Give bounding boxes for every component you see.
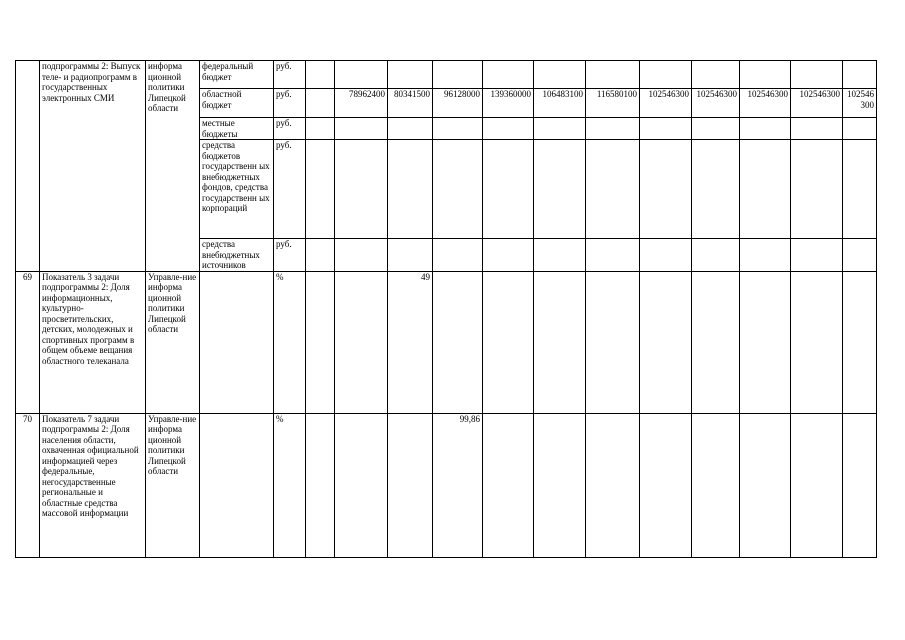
value-cell	[740, 118, 791, 140]
value-cell	[483, 61, 534, 89]
document-page	[15, 60, 877, 558]
unit-cell: %	[274, 413, 306, 557]
value-cell	[692, 118, 740, 140]
value-cell	[306, 413, 335, 557]
value-cell	[388, 413, 433, 557]
value-cell	[791, 140, 843, 239]
source-label: местные бюджеты	[200, 118, 274, 140]
unit-cell: руб.	[274, 239, 306, 272]
value-cell	[306, 89, 335, 118]
value-cell	[640, 140, 692, 239]
value-cell	[483, 413, 534, 557]
value-cell	[306, 271, 335, 413]
value-cell	[335, 271, 388, 413]
value-cell	[791, 239, 843, 272]
program-executor-cell: информа ционной политики Липецкой области	[146, 61, 200, 272]
value-cell	[433, 118, 483, 140]
value-cell	[483, 239, 534, 272]
value-cell	[586, 118, 640, 140]
value-cell	[388, 140, 433, 239]
source-row-federal	[16, 61, 877, 89]
value-cell	[433, 61, 483, 89]
indicator-row-69	[16, 271, 877, 413]
row-number-cell: 70	[16, 413, 40, 557]
value-cell	[692, 239, 740, 272]
value-cell	[483, 271, 534, 413]
value-cell	[740, 413, 791, 557]
value-cell	[791, 271, 843, 413]
value-cell	[335, 118, 388, 140]
source-label: средства бюджетов государственн ых внебюджетных фондов, средства государственн ых корпораций	[200, 140, 274, 239]
value-cell	[640, 271, 692, 413]
value-cell	[335, 413, 388, 557]
value-cell	[586, 140, 640, 239]
value-cell	[306, 239, 335, 272]
value-cell	[640, 239, 692, 272]
indicator-name-cell: Показатель 7 задачи подпрограммы 2: Доля населения области, охваченная официальной информацией через федеральные, негосударственные региональные и областные средства массовой информации	[40, 413, 146, 557]
value-cell	[534, 413, 586, 557]
value-cell	[534, 61, 586, 89]
unit-cell: руб.	[274, 118, 306, 140]
row-number-cell: 69	[16, 271, 40, 413]
indicator-row-70	[16, 413, 877, 557]
value-cell	[843, 239, 877, 272]
row-number-cell	[16, 61, 40, 272]
unit-cell: руб.	[274, 89, 306, 118]
value-cell	[388, 239, 433, 272]
unit-cell: руб.	[274, 61, 306, 89]
value-cell	[586, 239, 640, 272]
value-cell: 102546 300	[843, 89, 877, 118]
indicator-name-cell: Показатель 3 задачи подпрограммы 2: Доля информационных, культурно-просветительских, детских, молодежных и спортивных программ в общем объеме вещания областного телеканала	[40, 271, 146, 413]
value-cell	[640, 61, 692, 89]
value-cell: 78962400	[335, 89, 388, 118]
value-cell: 106483100	[534, 89, 586, 118]
value-cell	[740, 271, 791, 413]
value-cell	[843, 118, 877, 140]
value-cell: 116580100	[586, 89, 640, 118]
value-cell	[534, 118, 586, 140]
value-cell	[791, 61, 843, 89]
source-label: федеральный бюджет	[200, 61, 274, 89]
value-cell	[388, 118, 433, 140]
value-cell	[306, 140, 335, 239]
value-cell	[335, 61, 388, 89]
value-cell	[433, 271, 483, 413]
value-cell	[388, 61, 433, 89]
source-label	[200, 271, 274, 413]
source-label	[200, 413, 274, 557]
value-cell	[640, 413, 692, 557]
value-cell	[534, 239, 586, 272]
value-cell: 96128000	[433, 89, 483, 118]
value-cell: 139360000	[483, 89, 534, 118]
value-cell	[791, 413, 843, 557]
value-cell	[433, 140, 483, 239]
value-cell	[843, 61, 877, 89]
value-cell	[586, 413, 640, 557]
value-cell	[843, 271, 877, 413]
unit-cell: %	[274, 271, 306, 413]
value-cell: 102546300	[692, 89, 740, 118]
value-cell	[640, 118, 692, 140]
value-cell	[843, 140, 877, 239]
value-cell	[740, 239, 791, 272]
value-cell: 99,86	[433, 413, 483, 557]
value-cell	[433, 239, 483, 272]
value-cell	[791, 118, 843, 140]
value-cell	[586, 271, 640, 413]
value-cell	[692, 271, 740, 413]
value-cell	[335, 239, 388, 272]
source-label: областной бюджет	[200, 89, 274, 118]
program-table	[15, 60, 877, 558]
value-cell	[692, 61, 740, 89]
value-cell: 80341500	[388, 89, 433, 118]
value-cell	[740, 140, 791, 239]
value-cell	[306, 61, 335, 89]
value-cell	[843, 413, 877, 557]
source-label: средства внебюджетных источников	[200, 239, 274, 272]
value-cell: 49	[388, 271, 433, 413]
value-cell	[740, 61, 791, 89]
indicator-executor-cell: Управле-ние информа ционной политики Липецкой области	[146, 413, 200, 557]
program-name-cell: подпрограммы 2: Выпуск теле- и радиопрограмм в государственных электронных СМИ	[40, 61, 146, 272]
value-cell	[483, 118, 534, 140]
value-cell	[534, 271, 586, 413]
value-cell	[692, 413, 740, 557]
value-cell	[306, 118, 335, 140]
value-cell: 102546300	[640, 89, 692, 118]
value-cell	[534, 140, 586, 239]
indicator-executor-cell: Управле-ние информа ционной политики Липецкой области	[146, 271, 200, 413]
value-cell	[335, 140, 388, 239]
unit-cell: руб.	[274, 140, 306, 239]
value-cell	[483, 140, 534, 239]
value-cell	[692, 140, 740, 239]
value-cell: 102546300	[791, 89, 843, 118]
value-cell: 102546300	[740, 89, 791, 118]
value-cell	[586, 61, 640, 89]
